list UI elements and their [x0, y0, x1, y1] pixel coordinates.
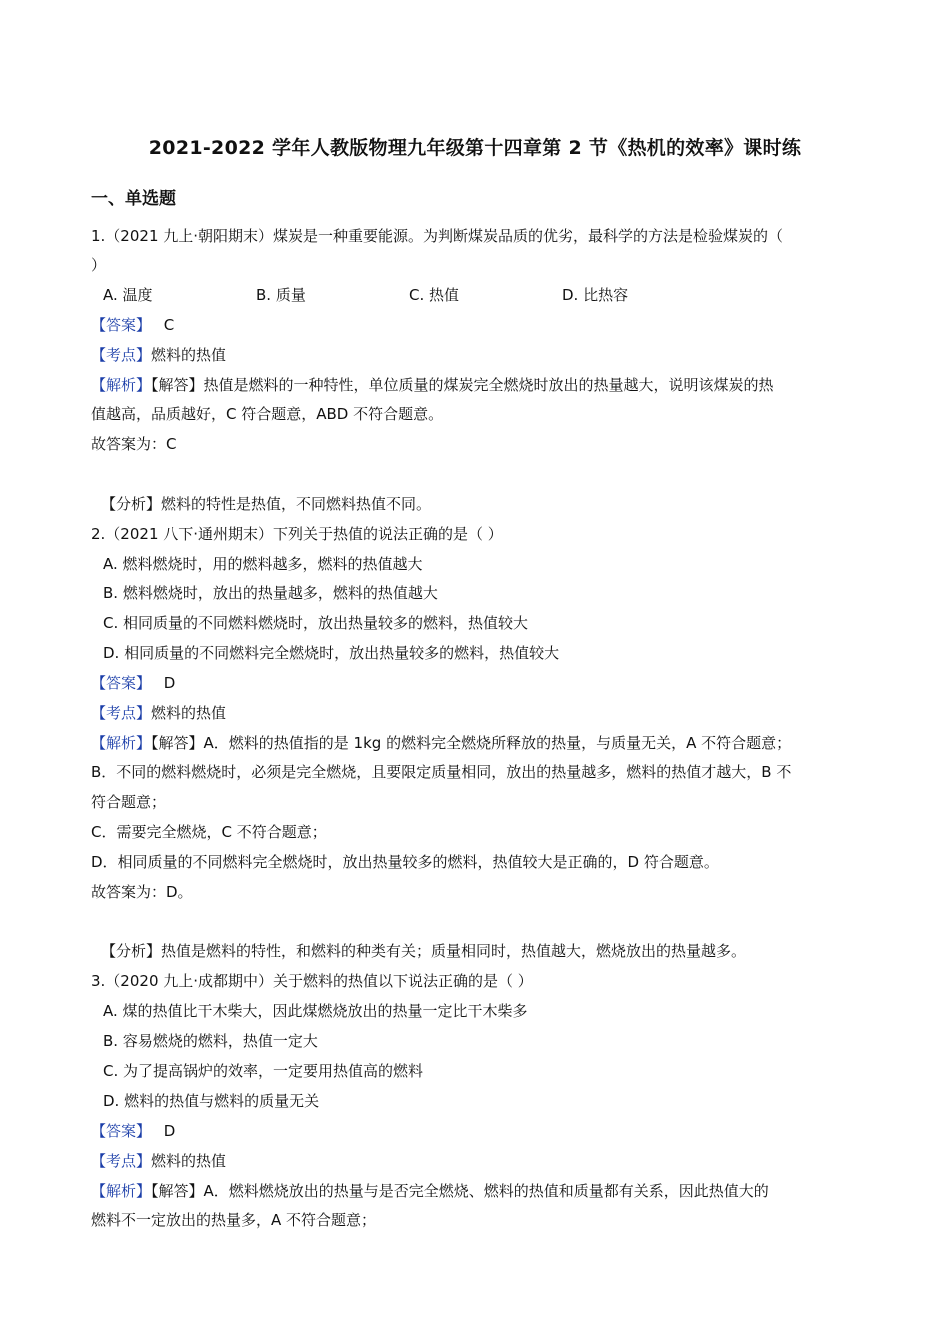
section-heading: 一、单选题 — [91, 189, 176, 209]
q1-analysis-cont: 值越高，品质越好，C 符合题意，ABD 不符合题意。 — [91, 405, 444, 423]
q2-fenxi: 【分析】热值是燃料的特性，和燃料的种类有关；质量相同时，热值越大，燃烧放出的热量越多。 — [101, 942, 747, 960]
analysis-label: 【解析】 — [91, 1182, 152, 1200]
q2-answer-row — [91, 673, 175, 693]
q2-option-b: B. 燃料燃烧时，放出的热量越多，燃料的热值越大 — [103, 584, 438, 602]
answer-label: 【答案】 — [91, 316, 152, 334]
q3-stem: 3.（2020 九上·成都期中）关于燃料的热值以下说法正确的是（ ） — [91, 972, 533, 990]
answer-label: 【答案】 — [91, 674, 152, 692]
q2-point-row — [91, 703, 226, 723]
q2-option-a: A. 燃料燃烧时，用的燃料越多，燃料的热值越大 — [103, 555, 423, 573]
q2-stem: 2.（2021 八下·通州期末）下列关于热值的说法正确的是（ ） — [91, 525, 503, 543]
q1-stem-cont: ） — [91, 256, 107, 274]
q2-analysis: 【解答】A．燃料的热值指的是 1kg 的燃料完全燃烧所释放的热量，与质量无关，A 不符合题意； — [151, 734, 792, 752]
q3-option-a: A. 煤的热值比干木柴大，因此煤燃烧放出的热量一定比干木柴多 — [103, 1002, 528, 1020]
q1-analysis: 【解答】热值是燃料的一种特性，单位质量的煤炭完全燃烧时放出的热量越大，说明该煤炭的热 — [151, 376, 774, 394]
analysis-label: 【解析】 — [91, 376, 152, 394]
q1-answer: C — [163, 316, 175, 334]
q2-answer: D — [163, 674, 176, 692]
q3-answer: D — [163, 1122, 176, 1140]
q3-option-b: B. 容易燃烧的燃料，热值一定大 — [103, 1032, 318, 1050]
q1-option-d: D. 比热容 — [562, 286, 629, 304]
point-label: 【考点】 — [91, 346, 152, 364]
q1-option-b: B. 质量 — [256, 286, 306, 304]
point-label: 【考点】 — [91, 704, 152, 722]
q2-analysis-row — [91, 733, 791, 753]
q3-option-d: D. 燃料的热值与燃料的质量无关 — [103, 1092, 320, 1110]
q3-point: 燃料的热值 — [151, 1152, 227, 1170]
q2-analysis-d: D．相同质量的不同燃料完全燃烧时，放出热量较多的燃料，热值较大是正确的，D 符合题意。 — [91, 853, 719, 871]
q1-analysis-row — [91, 375, 774, 395]
answer-label: 【答案】 — [91, 1122, 152, 1140]
q3-analysis: 【解答】A．燃料燃烧放出的热量与是否完全燃烧、燃料的热值和质量都有关系，因此热值大的 — [151, 1182, 769, 1200]
q1-conclusion: 故答案为：C — [91, 435, 177, 453]
q2-analysis-b-cont: 符合题意； — [91, 793, 167, 811]
q3-analysis-row — [91, 1181, 769, 1201]
q1-fenxi: 【分析】燃料的特性是热值，不同燃料热值不同。 — [101, 495, 432, 513]
q2-analysis-b: B．不同的燃料燃烧时，必须是完全燃烧，且要限定质量相同，放出的热量越多，燃料的热值才越大，B 不 — [91, 763, 792, 781]
q2-option-d: D. 相同质量的不同燃料完全燃烧时，放出热量较多的燃料，热值较大 — [103, 644, 560, 662]
q2-analysis-c: C．需要完全燃烧，C 不符合题意； — [91, 823, 327, 841]
q2-option-c: C. 相同质量的不同燃料燃烧时，放出热量较多的燃料，热值较大 — [103, 614, 529, 632]
point-label: 【考点】 — [91, 1152, 152, 1170]
q2-point: 燃料的热值 — [151, 704, 227, 722]
q3-option-c: C. 为了提高锅炉的效率，一定要用热值高的燃料 — [103, 1062, 424, 1080]
q1-stem: 1.（2021 九上·朝阳期末）煤炭是一种重要能源。为判断煤炭品质的优劣，最科学的方法是检验煤炭的（ — [91, 227, 784, 245]
q1-option-a: A. 温度 — [103, 286, 153, 304]
q3-answer-row — [91, 1121, 175, 1141]
q1-point-row — [91, 345, 226, 365]
q3-point-row — [91, 1151, 226, 1171]
document-title: 2021-2022 学年人教版物理九年级第十四章第 2 节《热机的效率》课时练 — [148, 137, 802, 159]
q1-answer-row — [91, 315, 174, 335]
analysis-label: 【解析】 — [91, 734, 152, 752]
q1-point: 燃料的热值 — [151, 346, 227, 364]
q1-option-c: C. 热值 — [409, 286, 460, 304]
q2-conclusion: 故答案为：D。 — [91, 883, 193, 901]
q3-analysis-cont: 燃料不一定放出的热量多，A 不符合题意； — [91, 1211, 377, 1229]
